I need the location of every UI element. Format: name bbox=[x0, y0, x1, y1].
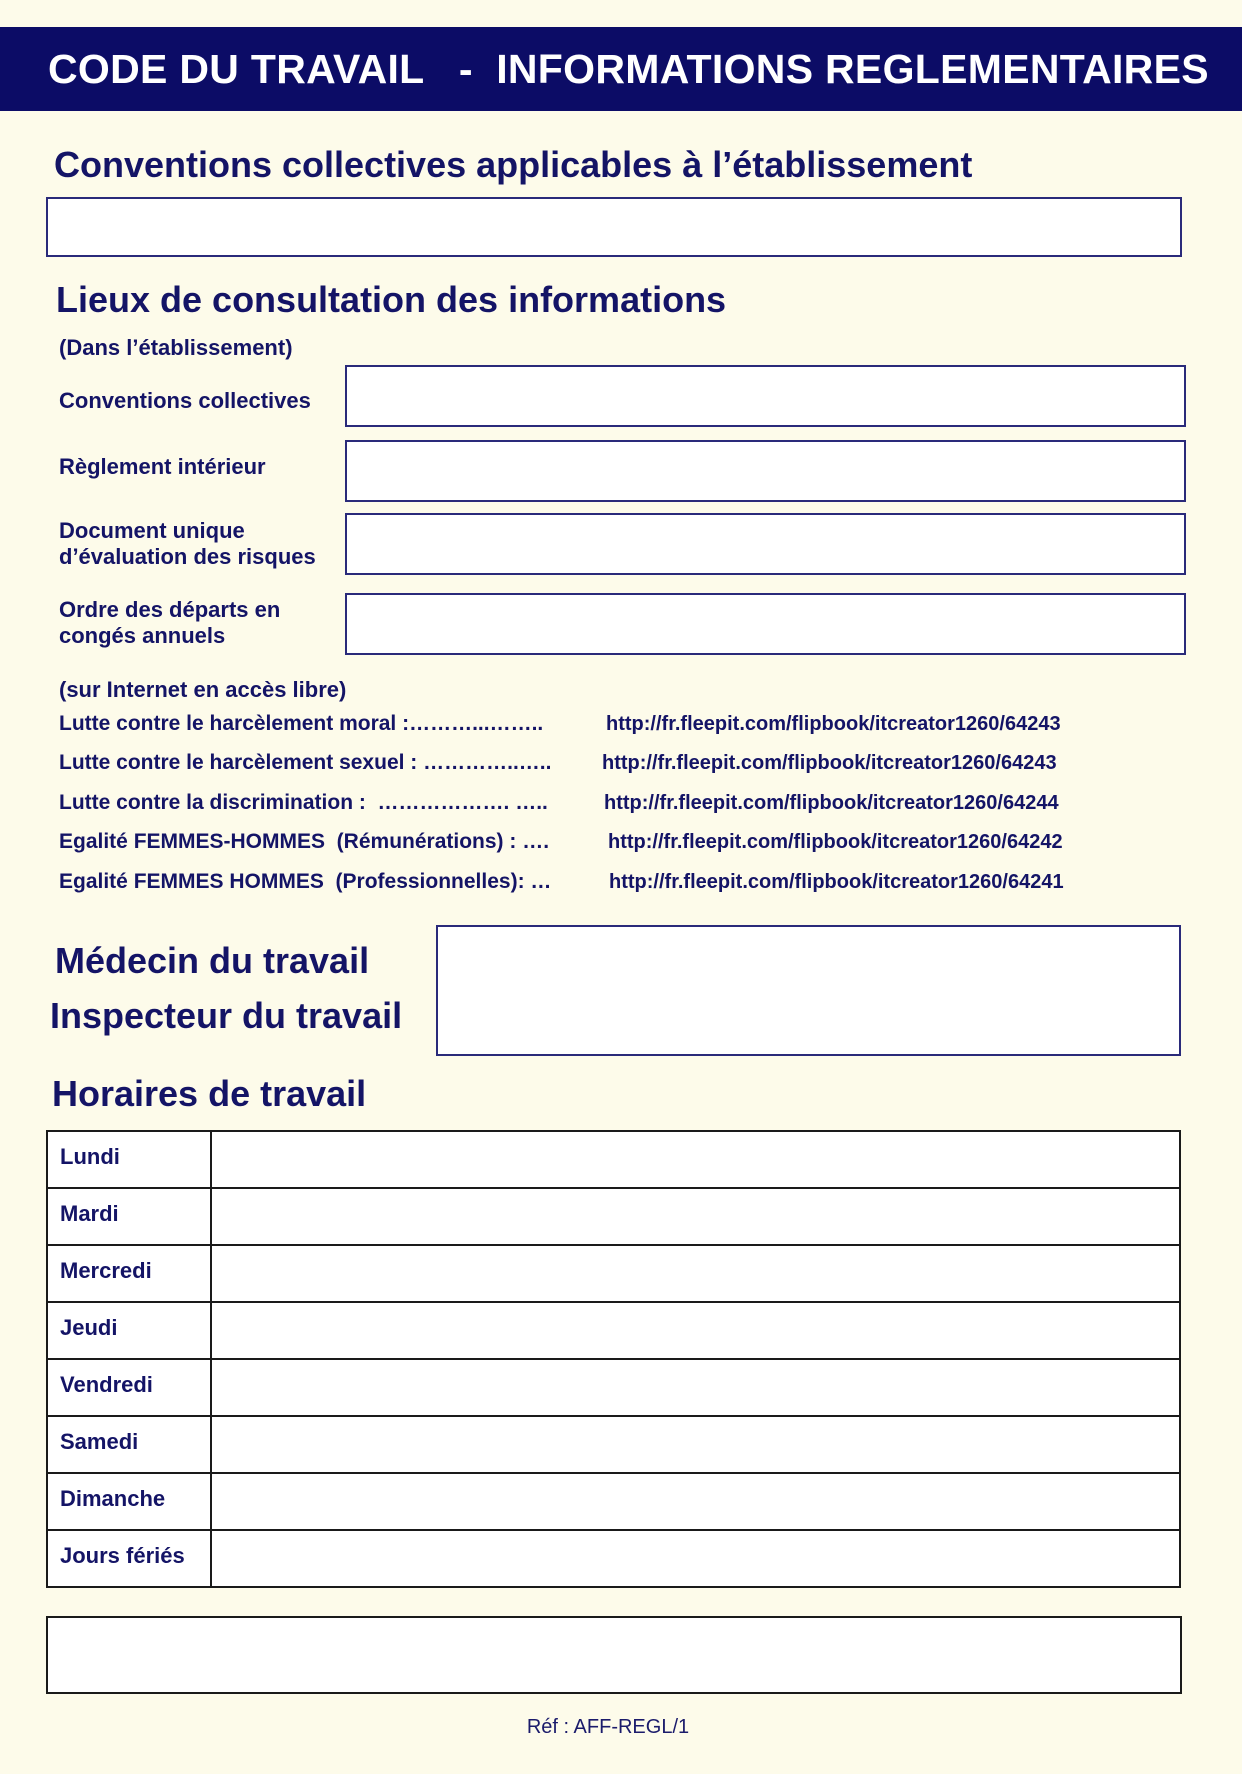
day-label: Samedi bbox=[47, 1416, 211, 1473]
hours-field-mardi[interactable] bbox=[211, 1188, 1180, 1245]
table-row bbox=[47, 1302, 1180, 1359]
in-establishment-note: (Dans l’établissement) bbox=[59, 335, 293, 360]
inspector-heading: Inspecteur du travail bbox=[50, 995, 403, 1036]
table-row bbox=[47, 1530, 1180, 1587]
conventions-field[interactable] bbox=[46, 197, 1182, 257]
schedule-heading: Horaires de travail bbox=[52, 1073, 367, 1114]
link-label-egalite-remunerations: Egalité FEMMES-HOMMES (Rémunérations) : …. bbox=[59, 830, 550, 853]
reference-code: Réf : AFF-REGL/1 bbox=[526, 1716, 690, 1738]
conventions-heading: Conventions collectives applicables à l’établissement bbox=[54, 144, 973, 185]
table-row bbox=[47, 1131, 1180, 1188]
table-row bbox=[47, 1188, 1180, 1245]
hours-field-dimanche[interactable] bbox=[211, 1473, 1180, 1530]
reglement-location-label: Règlement intérieur bbox=[59, 454, 266, 479]
day-label: Mardi bbox=[47, 1188, 211, 1245]
table-row bbox=[47, 1416, 1180, 1473]
schedule-table bbox=[46, 1130, 1181, 1588]
hours-field-jeudi[interactable] bbox=[211, 1302, 1180, 1359]
internet-note: (sur Internet en accès libre) bbox=[59, 677, 347, 702]
conventions-location-field[interactable] bbox=[345, 365, 1186, 427]
day-label: Dimanche bbox=[47, 1473, 211, 1530]
link-url-harcelement-sexuel[interactable]: http://fr.fleepit.com/flipbook/itcreator1260/64243 bbox=[602, 752, 1057, 774]
table-row bbox=[47, 1245, 1180, 1302]
link-url-discrimination[interactable]: http://fr.fleepit.com/flipbook/itcreator1260/64244 bbox=[604, 792, 1059, 814]
day-label: Lundi bbox=[47, 1131, 211, 1188]
conges-label: Ordre des départs en congés annuels bbox=[59, 597, 281, 648]
link-url-harcelement-moral[interactable]: http://fr.fleepit.com/flipbook/itcreator1260/64243 bbox=[606, 713, 1061, 735]
table-row bbox=[47, 1473, 1180, 1530]
consultation-heading: Lieux de consultation des informations bbox=[56, 279, 727, 320]
document-unique-label: Document unique d’évaluation des risques bbox=[59, 518, 316, 569]
link-label-discrimination: Lutte contre la discrimination : ………………. ….. bbox=[59, 791, 548, 814]
conventions-location-label: Conventions collectives bbox=[59, 388, 311, 413]
link-url-egalite-remunerations[interactable]: http://fr.fleepit.com/flipbook/itcreator1260/64242 bbox=[608, 831, 1063, 853]
table-row bbox=[47, 1359, 1180, 1416]
link-label-harcelement-moral: Lutte contre le harcèlement moral :………...…….. bbox=[59, 712, 544, 735]
document-unique-field[interactable] bbox=[345, 513, 1186, 575]
hours-field-samedi[interactable] bbox=[211, 1416, 1180, 1473]
link-label-harcelement-sexuel: Lutte contre le harcèlement sexuel : …………..….. bbox=[59, 751, 552, 774]
reglement-location-field[interactable] bbox=[345, 440, 1186, 502]
link-url-egalite-professionnelles[interactable]: http://fr.fleepit.com/flipbook/itcreator1260/64241 bbox=[609, 871, 1064, 893]
day-label: Vendredi bbox=[47, 1359, 211, 1416]
page-banner: CODE DU TRAVAIL - INFORMATIONS REGLEMENTAIRES bbox=[0, 27, 1242, 111]
notes-field[interactable] bbox=[46, 1616, 1182, 1694]
contacts-field[interactable] bbox=[436, 925, 1181, 1056]
day-label: Mercredi bbox=[47, 1245, 211, 1302]
hours-field-lundi[interactable] bbox=[211, 1131, 1180, 1188]
doctor-heading: Médecin du travail bbox=[55, 940, 370, 981]
link-label-egalite-professionnelles: Egalité FEMMES HOMMES (Professionnelles): … bbox=[59, 870, 552, 893]
hours-field-vendredi[interactable] bbox=[211, 1359, 1180, 1416]
conges-field[interactable] bbox=[345, 593, 1186, 655]
hours-field-jours-feries[interactable] bbox=[211, 1530, 1180, 1587]
day-label: Jeudi bbox=[47, 1302, 211, 1359]
hours-field-mercredi[interactable] bbox=[211, 1245, 1180, 1302]
day-label: Jours fériés bbox=[47, 1530, 211, 1587]
